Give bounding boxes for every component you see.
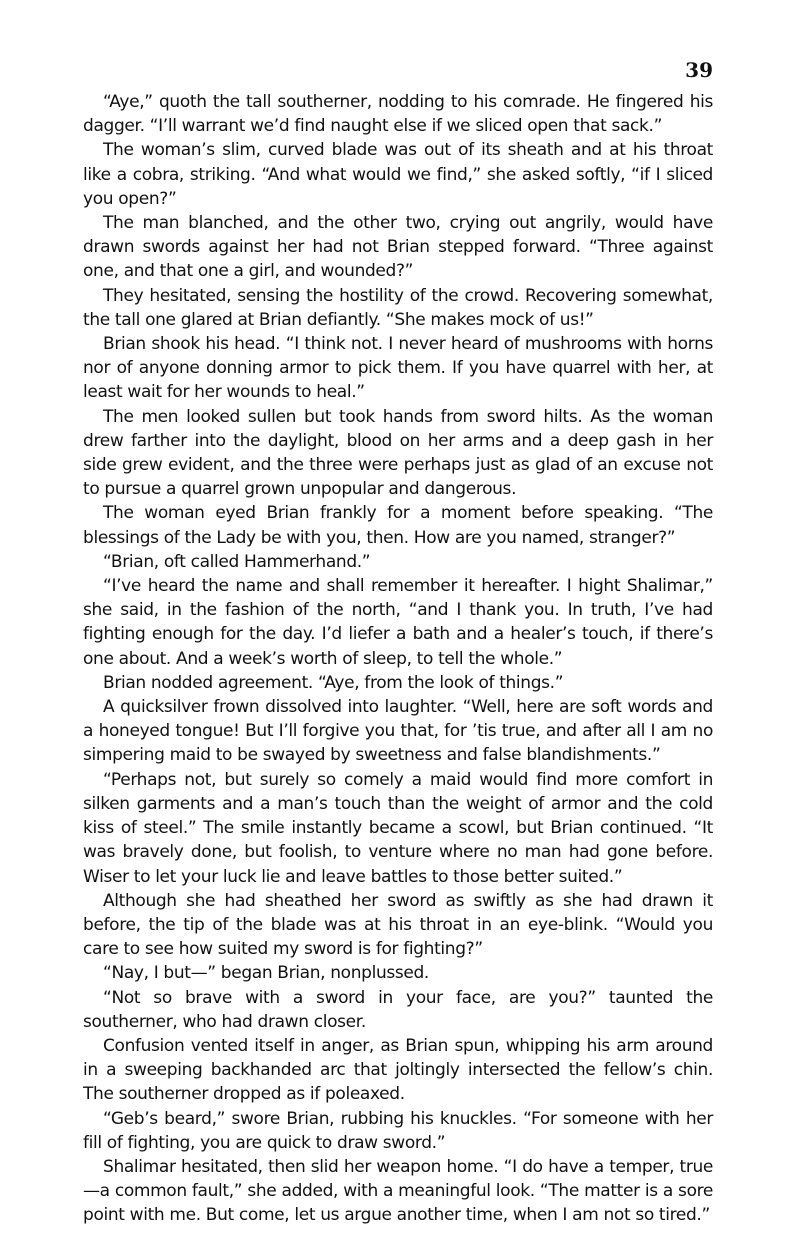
paragraph: “Geb’s beard,” swore Brian, rubbing his knuckles. “For someone with her fill of fighting, you are quick to draw sword.” [83,1108,713,1153]
paragraph: “I’ve heard the name and shall remember it hereafter. I hight Shalimar,” she said, in the fashion of the north, “and I thank you. In truth, I’ve had fighting enough for the day. I’d liefer a bath and a healer’s touch, if there’s one about. And a week’s worth of sleep, to tell the whole.” [83,576,713,669]
paragraph: Brian nodded agreement. “Aye, from the look of things.” [103,672,564,693]
paragraph: “Perhaps not, but surely so comely a maid would find more comfort in silken garments and a man’s touch than the weight of armor and the cold kiss of steel.” The smile instantly became a scowl, but Brian continued. “It was bravely done, but foolish, to venture where no man had gone before. Wiser to let your luck lie and leave battles to those better suited.” [83,769,713,887]
paragraph: A quicksilver frown dissolved into laughter. “Well, here are soft words and a honeyed tongue! But I’ll forgive you that, for ’tis true, and after all I am no simpering maid to be swayed by sweetness and false blandishments.” [83,697,713,766]
paragraph: Brian shook his head. “I think not. I never heard of mushrooms with horns nor of anyone donning armor to pick them. If you have quarrel with her, at least wait for her wounds to heal.” [83,334,713,403]
paragraph: Confusion vented itself in anger, as Brian spun, whipping his arm around in a sweeping backhanded arc that joltingly intersected the fellow’s chin. The southerner dropped as if poleaxed. [83,1035,713,1105]
paragraph: “Aye,” quoth the tall southerner, nodding to his comrade. He fingered his dagger. “I’ll warrant we’d find naught else if we sliced open that sack.” [83,92,713,137]
paragraph: “Nay, I but—” began Brian, nonplussed. [103,963,429,984]
paragraph: The man blanched, and the other two, crying out angrily, would have drawn swords against her had not Brian stepped forward. “Three against one, and that one a girl, and wounded?” [83,213,713,282]
paragraph: The woman eyed Brian frankly for a moment before speaking. “The blessings of the Lady be with you, then. How are you named, stranger?” [83,503,713,548]
paragraph: The woman’s slim, curved blade was out of its sheath and at his throat like a cobra, striking. “And what would we find,” she asked softly, “if I sliced you open?” [83,140,713,209]
paragraph: “Not so brave with a sword in your face, are you?” taunted the southerner, who had drawn closer. [83,987,713,1032]
paragraph: Although she had sheathed her sword as swiftly as she had drawn it before, the tip of the blade was at his throat in an eye-blink. “Would you care to see how suited my sword is for fighting?” [83,890,713,960]
paragraph: They hesitated, sensing the hostility of the crowd. Recovering somewhat, the tall one glared at Brian defiantly. “She makes mock of us!” [83,285,713,330]
paragraph: “Brian, oft called Hammerhand.” [103,551,371,572]
body-text [83,90,713,1228]
page-number: 39 [685,58,713,82]
paragraph: Shalimar hesitated, then slid her weapon home. “I do have a temper, true—a common fault,” she added, with a meaningful look. “The matter is a sore point with me. But come, let us argue another time, when I am not so tired.” [83,1156,713,1226]
paragraph: The men looked sullen but took hands from sword hilts. As the woman drew farther into the daylight, blood on her arms and a deep gash in her side grew evident, and the three were perhaps just as glad of an excuse not to pursue a quarrel grown unpopular and dangerous. [83,406,713,500]
